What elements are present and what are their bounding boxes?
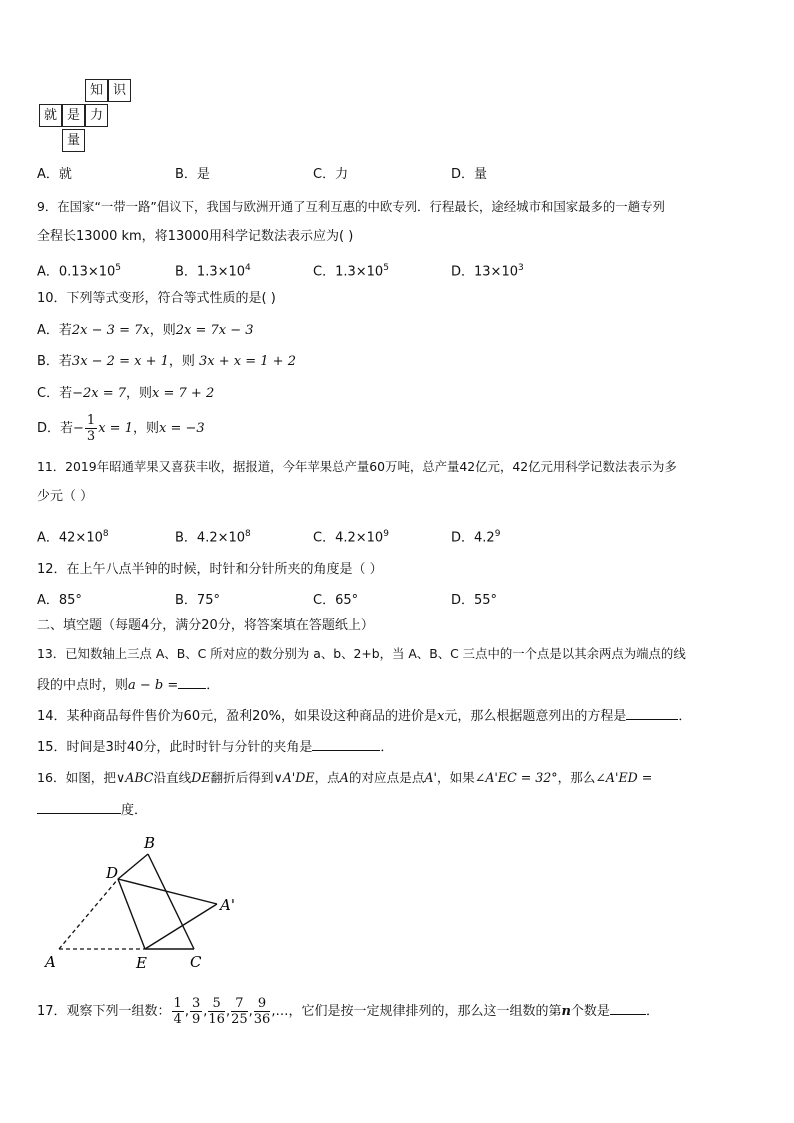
q9-option-d: D．$13\times 10^3$ (451, 263, 524, 280)
q8-option-b: B．是 (175, 167, 210, 182)
q10-option-c: C．若−2x = 7，则x = 7 + 2 (37, 386, 215, 401)
label-e: E (136, 954, 147, 972)
line-da-prime (118, 879, 217, 904)
q15-stem: 15．时间是3时40分，此时时针与分针的夹角是 ． (37, 740, 394, 755)
dashed-line-ad (59, 879, 118, 949)
q14-stem: 14．某种商品每件售价为60元，盈利20%，如果设这种商品的进价是x元，那么根据题意列出的方程是 ． (37, 709, 692, 724)
q9-stem-line1: 9．在国家“一带一路”倡议下，我国与欧洲开通了互利互惠的中欧专列．行程最长，途经城市和国家最多的一趟专列 (37, 199, 665, 214)
cube-cell: 量 (62, 129, 85, 152)
q12-option-b: B．75° (175, 593, 220, 608)
cube-cell: 就 (39, 104, 62, 127)
fraction: $\frac{1}{4}$ (173, 996, 182, 1027)
label-d: D (106, 864, 119, 882)
q9-stem-line2: 全程长13000 km，将13000用科学记数法表示应为( ) (37, 229, 354, 244)
answer-blank (626, 707, 678, 720)
section-heading: 二、填空题（每题4分，满分20分，将答案填在答题纸上） (37, 618, 374, 633)
line-bd (118, 854, 148, 879)
cube-cell: 知 (85, 79, 108, 102)
q11-option-a: A．$42\times 10^8$ (37, 529, 109, 546)
label-c: C (190, 953, 202, 971)
triangle-fold-figure (40, 832, 250, 974)
cube-cell: 识 (108, 79, 131, 102)
q9-option-a: A．$0.13\times 10^5$ (37, 263, 122, 280)
label-a: A (45, 953, 56, 971)
q16-stem-line2: 度． (37, 801, 147, 820)
q11-option-c: C．$4.2\times 10^9$ (313, 529, 389, 546)
q12-option-c: C．65° (313, 593, 359, 608)
fraction: $\frac{5}{16}$ (208, 996, 225, 1027)
answer-blank (37, 801, 121, 814)
answer-blank (610, 1002, 646, 1015)
q9-option-b: B．$1.3\times 10^4$ (175, 263, 251, 280)
q10-stem: 10．下列等式变形，符合等式性质的是( ) (37, 291, 276, 306)
cube-cell: 力 (85, 104, 108, 127)
q12-option-a: A．85° (37, 593, 82, 608)
label-a-prime: A' (220, 896, 235, 914)
fraction: $\frac{9}{36}$ (253, 996, 271, 1027)
fraction: $\frac{3}{9}$ (191, 996, 201, 1027)
line-bc (148, 854, 194, 949)
q8-option-c: C．力 (313, 167, 349, 182)
fraction: $\frac{1}{3}$ (86, 413, 96, 444)
cube-net-figure (37, 79, 139, 156)
q13-stem-line2: 段的中点时，则a − b = ． (37, 678, 220, 693)
answer-blank (178, 676, 206, 689)
q11-stem-line1: 11．2019年昭通苹果又喜获丰收，据报道，今年苹果总产量60万吨，总产量42亿元，42亿元用科学记数法表示为多 (37, 459, 677, 474)
answer-blank (312, 738, 380, 751)
cube-cell: 是 (62, 104, 85, 127)
q8-option-a: A．就 (37, 167, 72, 182)
q11-stem-line2: 少元（ ） (37, 489, 94, 504)
q10-option-d: D．若− $\frac{1}{3}$ x = 1，则x = −3 (37, 413, 205, 444)
line-ea-prime (145, 904, 217, 949)
q11-option-d: D．$4.2^9$ (451, 529, 501, 546)
q10-option-a: A．若2x − 3 = 7x，则2x = 7x − 3 (37, 323, 254, 338)
q11-option-b: B．$4.2\times 10^8$ (175, 529, 251, 546)
q12-stem: 12．在上午八点半钟的时候，时针和分针所夹的角度是（ ） (37, 562, 383, 577)
q8-option-d: D．量 (451, 167, 488, 182)
fraction: $\frac{7}{25}$ (231, 996, 248, 1027)
line-de (118, 879, 145, 949)
q13-stem-line1: 13．已知数轴上三点 A、B、C 所对应的数分别为 a、b、2+b，当 A、B、C 三点中的一个点是以其余两点为端点的线 (37, 646, 686, 661)
q12-option-d: D．55° (451, 593, 498, 608)
q10-option-b: B．若3x − 2 = x + 1，则 3x + x = 1 + 2 (37, 354, 296, 369)
q17-stem: 17．观察下列一组数： $\frac{1}{4}$ , $\frac{3}{9}$ , $\frac{5}{16}$ , $\frac{7}{25}$ , $\frac{9}{36}$ ,…，它们是按一定规律排列的，那么这一组数的第n个数是 ． (37, 996, 659, 1027)
q16-stem-line1: 16．如图，把∨ABC沿直线DE翻折后得到∨A'DE，点A的对应点是点A'，如果∠A'EC = 32°，那么∠A'ED = (37, 770, 653, 785)
label-b: B (144, 834, 156, 852)
q9-option-c: C．$1.3\times 10^5$ (313, 263, 389, 280)
